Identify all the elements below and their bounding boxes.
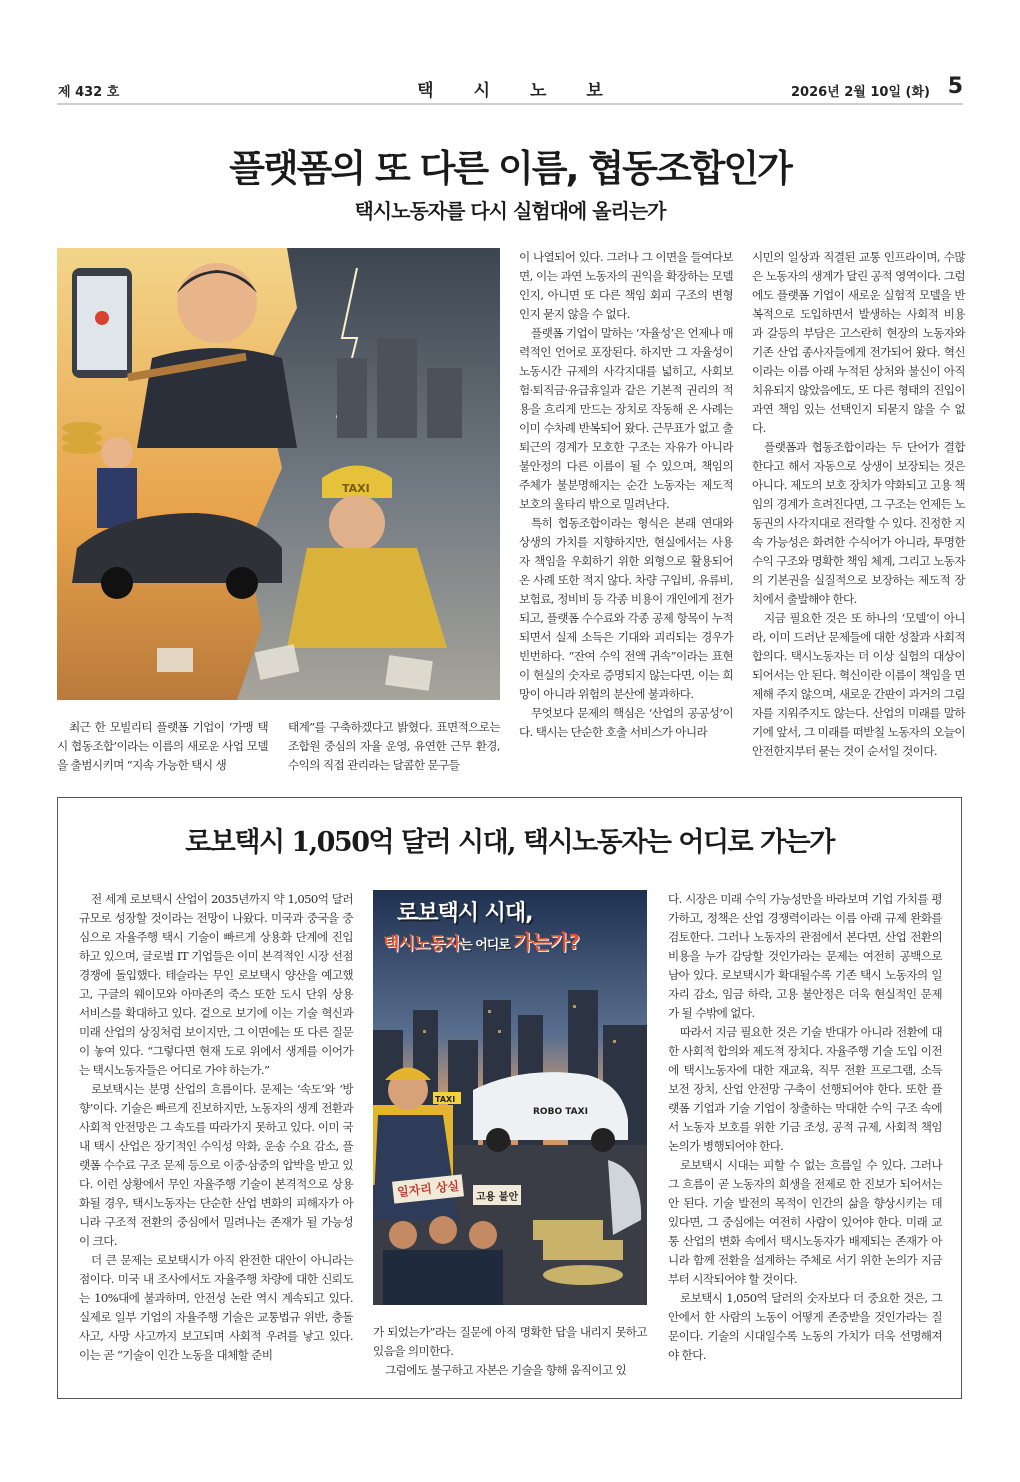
taxi-roof-sign: TAXI	[435, 1095, 456, 1104]
paragraph: 가 되었는가”라는 질문에 아직 명확한 답을 내리지 못하고 있음을 의미한다.	[373, 1325, 647, 1358]
paragraph: 로보택시 1,050억 달러의 숫자보다 더 중요한 것은, 그 안에서 한 사람의 노동이 어떻게 존중받을 것인가라는 질문이다. 기술의 시대일수록 노동의 가치가 더욱 선명해져야 한다.	[668, 1291, 942, 1362]
paragraph: 더 큰 문제는 로보택시가 아직 완전한 대안이 아니라는 점이다. 미국 내 조사에서도 자율주행 차량에 대한 신뢰도는 10%대에 불과하며, 안전성 논란 역시 계속되고 있다. 실제로 일부 기업의 자율주행 기술은 교통법규 위반, 충돌 사고, 사망 사고까지 보고되며 사회적 우려를 낳고 있다. 이는 곧 “기술이 인간 노동을 대체할 준비	[79, 1253, 353, 1362]
feature-illustration-robotaxi	[373, 890, 647, 1305]
article-illustration-puppet-master	[57, 248, 500, 700]
paragraph: 플랫폼 기업이 말하는 ‘자율성’은 언제나 매력적인 언어로 포장된다. 하지만 그 자율성이 노동시간 규제의 사각지대를 넓히고, 사회보험·퇴직금·유급휴일과 같은 기본적 권리의 적용을 흐리게 만드는 장치로 작동해 온 사례는 이미 수차례 반복되어 왔다. 근무표가 없고 출퇴근의 경계가 모호한 구조는 자유가 아니라 불안정의 다른 이름이 될 수 있으며, 책임의 주체가 불분명해지는 순간 노동자는 제도적 보호의 울타리 밖으로 밀려난다.	[519, 326, 733, 511]
paragraph: 무엇보다 문제의 핵심은 ‘산업의 공공성’이다. 택시는 단순한 호출 서비스가 아니라	[519, 706, 733, 739]
paragraph: 특히 협동조합이라는 형식은 본래 연대와 상생의 가치를 지향하지만, 현실에서는 사용자 책임을 우회하기 위한 외형으로 활용되어 온 사례 또한 적지 않다. 차량 구입비, 유류비, 보험료, 정비비 등 각종 비용이 개인에게 전가되고, 플랫폼 수수료와 각종 공제 항목이 누적되면서 실제 소득은 기대와 괴리되는 경우가 빈번하다. “잔여 수익 전액 귀속”이라는 표현이 현실의 숫자로 증명되지 않는다면, 이는 희망이 아니라 위험의 분산에 불과하다.	[519, 516, 733, 701]
paragraph: 전 세계 로보택시 산업이 2035년까지 약 1,050억 달러 규모로 성장할 것이라는 전망이 나왔다. 미국과 중국을 중심으로 자율주행 택시 기술이 빠르게 상용화 단계에 진입하고 있으며, 글로벌 IT 기업들은 이미 본격적인 시장 선점 경쟁에 돌입했다. 테슬라는 무인 로보택시 양산을 예고했고, 구글의 웨이모와 아마존의 죽스 또한 도시 단위 상용 서비스를 확대하고 있다. 겉으로 보기에 이는 기술 혁신과 미래 산업의 상징처럼 보이지만, 그 이면에는 또 다른 질문이 놓여 있다. “그렇다면 현재 도로 위에서 생계를 이어가는 택시노동자들은 어디로 가야 하는가.”	[79, 892, 353, 1077]
image-headline-line2	[383, 926, 579, 955]
article-subtitle: 택시노동자를 다시 실험대에 올리는가	[354, 199, 666, 223]
feature-column-1	[79, 890, 353, 1365]
issue-date: 2026년 2월 10일 (화)	[790, 85, 930, 100]
header-rule	[57, 103, 963, 105]
feature-column-3	[668, 890, 942, 1365]
robotaxi-label: ROBO TAXI	[533, 1107, 588, 1117]
image-headline-where: 는 어디로	[460, 938, 514, 953]
paragraph: 지금 필요한 것은 또 하나의 ‘모델’이 아니라, 이미 드러난 문제들에 대한 성찰과 사회적 합의다. 택시노동자는 더 이상 실험의 대상이 되어서는 안 된다. 혁신이란 이름이 책임을 면제해 주지 않으며, 새로운 간판이 과거의 그림자를 지워주지도 않는다. 산업의 미래를 말하기에 앞서, 그 미래를 떠받칠 노동자의 오늘이 안전한지부터 묻는 것이 순서일 것이다.	[752, 611, 965, 758]
paragraph: 다. 시장은 미래 수익 가능성만을 바라보며 기업 가치를 평가하고, 정책은 산업 경쟁력이라는 이름 아래 규제 완화를 검토한다. 그러나 노동자의 관점에서 본다면, 산업 전환의 비용을 누가 감당할 것인가라는 문제는 여전히 공백으로 남아 있다. 로보택시가 확대될수록 기존 택시 노동자의 일자리 감소, 임금 하락, 고용 불안정은 더욱 현실적인 문제가 될 수밖에 없다.	[668, 892, 942, 1020]
paragraph: 태계”를 구축하겠다고 밝혔다. 표면적으로는 조합원 중심의 자율 운영, 유연한 근무 환경, 수익의 직접 관리라는 달콤한 문구들	[288, 720, 500, 772]
paragraph: 그럼에도 불구하고 자본은 기술을 향해 움직이고 있	[385, 1363, 627, 1377]
paragraph: 로보택시는 분명 산업의 흐름이다. 문제는 ‘속도’와 ‘방향’이다. 기술은 빠르게 진보하지만, 노동자의 생계 전환과 사회적 안전망은 그 속도를 따라가지 못하고 있다. 이미 국내 택시 산업은 장기적인 수익성 악화, 운송 수요 감소, 플랫폼 수수료 구조 문제 등으로 이중·삼중의 압박을 받고 있다. 이런 상황에서 무인 자율주행 기술이 본격적으로 상용화될 경우, 택시노동자는 단순한 산업 변화의 피해자가 아니라 구조적 전환의 중심에서 밀려나는 존재가 될 가능성이 크다.	[79, 1082, 353, 1248]
paragraph: 따라서 지금 필요한 것은 기술 반대가 아니라 전환에 대한 사회적 합의와 제도적 장치다. 자율주행 기술 도입 이전에 택시노동자에 대한 재교육, 직무 전환 프로그램, 소득 보전 장치, 산업 안전망 구축이 선행되어야 한다. 또한 플랫폼 기업과 기술 기업이 창출하는 막대한 수익 구조 속에서 노동자 보호를 위한 기금 조성, 공적 규제, 사회적 책임 논의가 병행되어야 한다.	[668, 1025, 942, 1153]
article-column-4	[752, 248, 965, 761]
article-column-1	[57, 718, 268, 775]
article-title: 플랫폼의 또 다른 이름, 협동조합인가	[229, 147, 791, 190]
article-column-2	[288, 718, 500, 775]
article-column-3	[519, 248, 733, 742]
illustration-graphic	[57, 248, 500, 700]
taxi-cap-text: TAXI	[342, 482, 370, 495]
paragraph: 시민의 일상과 직결된 교통 인프라이며, 수많은 노동자의 생계가 달린 공적 영역이다. 그럼에도 플랫폼 기업이 새로운 실험적 모델을 반복적으로 도입하면서 발생하는 사회적 비용과 갈등의 부담은 고스란히 현장의 노동자와 기존 산업 종사자들에게 전가되어 왔다. 혁신이라는 이름 아래 누적된 상처와 불신이 아직 치유되지 않았음에도, 또 다른 형태의 진입이 과연 책임 있는 선택인지 되묻지 않을 수 없다.	[752, 250, 965, 435]
paragraph: 최근 한 모빌리티 플랫폼 기업이 ‘가맹 택시 협동조합’이라는 이름의 새로운 사업 모델을 출범시키며 “지속 가능한 택시 생	[57, 720, 268, 772]
feature-column-2	[373, 1323, 647, 1380]
masthead: 택시노보	[417, 81, 643, 101]
paragraph: 로보택시 시대는 피할 수 없는 흐름일 수 있다. 그러나 그 흐름이 곧 노동자의 희생을 전제로 한 진보가 되어서는 안 된다. 기술 발전의 목적이 인간의 삶을 향상시키는 데 있다면, 그 중심에는 여전히 사람이 있어야 한다. 미래 교통 산업의 변화 속에서 택시노동자가 배제되는 존재가 아니라 함께 전환을 설계하는 주체로 서기 위한 논의가 지금부터 시작되어야 할 것이다.	[668, 1158, 942, 1286]
image-headline-line1: 로보택시 시대,	[397, 901, 533, 926]
sign-job-insecurity: 고용 불안	[476, 1192, 519, 1203]
paragraph: 이 나열되어 있다. 그러나 그 이면을 들여다보면, 이는 과연 노동자의 권익을 확장하는 모델인지, 아니면 또 다른 책임 회피 구조의 변형인지 묻지 않을 수 없다.	[519, 250, 733, 321]
page-number: 5	[947, 74, 963, 99]
paragraph: 플랫폼과 협동조합이라는 두 단어가 결합한다고 해서 자동으로 상생이 보장되는 것은 아니다. 제도의 보호 장치가 약화되고 고용 책임의 경계가 흐려진다면, 그 구조는 언제든 노동권의 사각지대로 전락할 수 있다. 진정한 지속 가능성은 화려한 수식어가 아니라, 투명한 수익 구조와 명확한 책임 체계, 그리고 노동자의 기본권을 실질적으로 보장하는 제도적 장치에서 출발해야 한다.	[752, 440, 965, 606]
sign-job-loss: 일자리 상실	[396, 1178, 460, 1200]
feature-title: 로보택시 1,050억 달러 시대, 택시노동자는 어디로 가는가	[185, 827, 834, 858]
image-headline-worker: 택시노동자	[383, 934, 461, 954]
image-headline-go: 가는가?	[513, 930, 579, 954]
issue-number: 제 432 호	[58, 85, 120, 100]
